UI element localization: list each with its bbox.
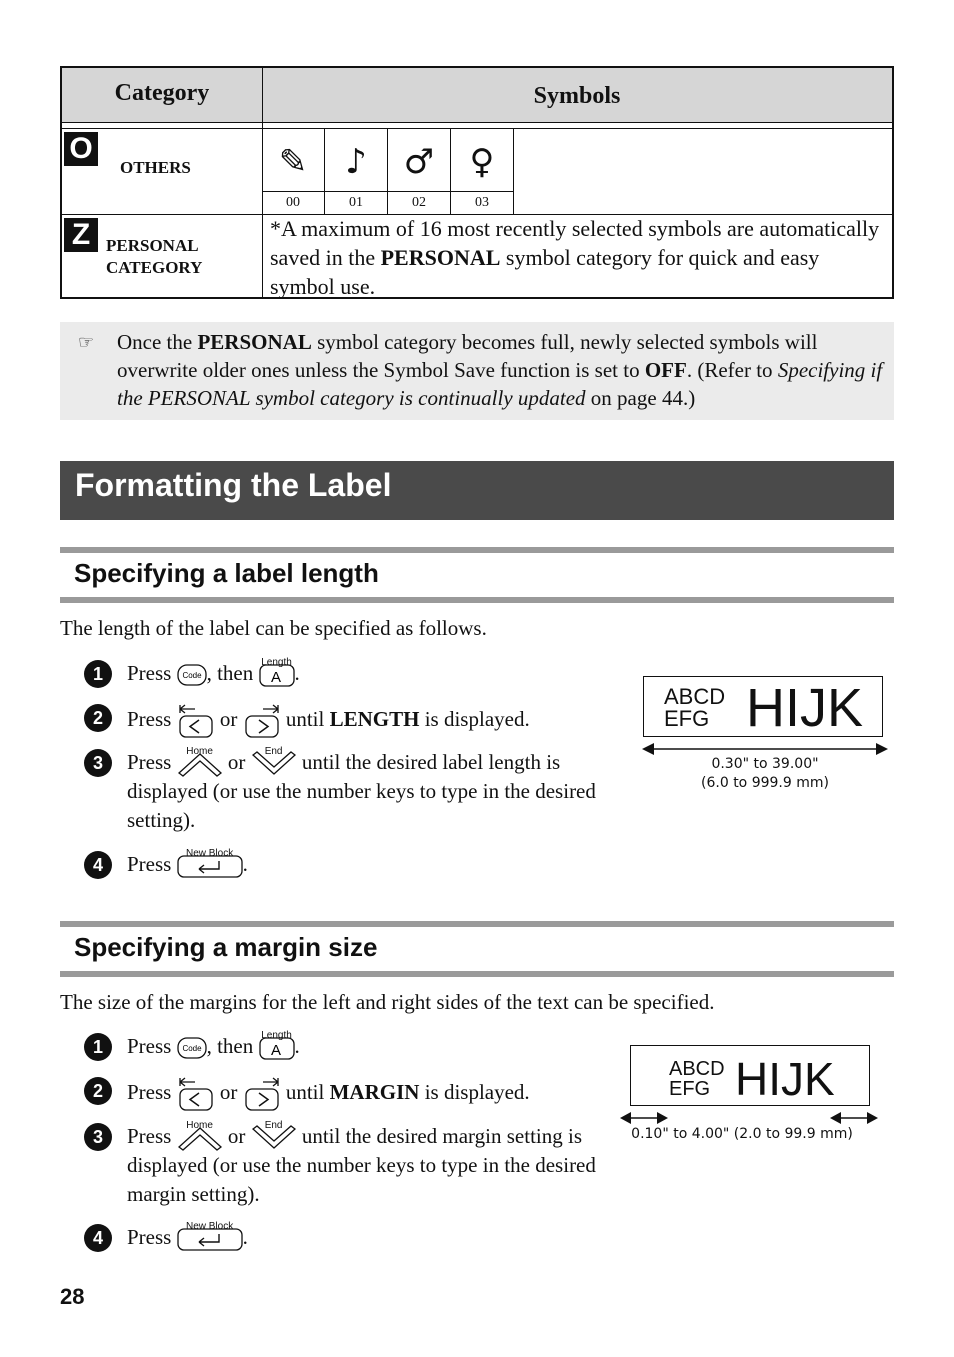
margin-intro: The size of the margins for the left and right sides of the text can be specified. [60,990,715,1014]
category-name-personal: PERSONAL CATEGORY [106,236,203,277]
subsection-heading-margin: Specifying a margin size [60,921,894,977]
step-number: 4 [84,1224,112,1252]
margin-range-caption: 0.10" to 4.00" (2.0 to 99.9 mm) [631,1126,853,1142]
symbol-cell: ♀ 03 [451,128,514,214]
step-number: 1 [84,1033,112,1061]
header-symbols: Symbols [533,83,621,109]
svg-text:Code: Code [182,671,202,681]
svg-text:A: A [270,1042,281,1060]
length-key[interactable]: Length A [261,1030,292,1060]
length-intro: The length of the label can be specified as follows. [60,616,487,640]
symbol-table [60,66,894,299]
symbol-cell: ✎ 00 [262,128,325,214]
margin-step-4: Press New Block . [127,1223,248,1252]
code-key[interactable] [177,664,207,686]
step-number: 3 [84,749,112,777]
length-step-4: Press New Block . [127,850,248,879]
page-number: 28 [60,1284,85,1309]
right-arrow-key[interactable] [243,1076,281,1112]
length-key[interactable]: Length A [261,657,292,687]
margin-step-1: Press Code , then Length A . [127,1030,300,1060]
section-title: Formatting the Label [75,467,392,503]
category-name-others: OTHERS [120,158,191,177]
step-number: 4 [84,851,112,879]
subsection-heading-length: Specifying a label length [60,547,894,603]
length-step-1: Press Code , then Length A . [127,657,300,687]
lcd-display-margin: ABCD EFG HIJK [630,1045,870,1106]
music-note-icon: ♪ [345,142,367,182]
section-title-bar [60,461,894,520]
category-letter-o: O [64,132,98,166]
length-range-caption: 0.30" to 39.00" (6.0 to 999.9 mm) [701,756,829,791]
note-box [60,322,894,420]
symbol-cell: ♪ 01 [325,128,388,214]
length-step-2: Press or until LENGTH is displayed. [127,703,530,739]
left-arrow-key[interactable] [177,1076,215,1112]
step-number: 2 [84,704,112,732]
pointing-hand-icon: ☞ [78,332,95,353]
down-arrow-key[interactable]: End [251,751,297,777]
pencil-icon: ✎ [278,142,308,182]
svg-text:A: A [270,669,281,687]
right-arrow-key[interactable] [243,703,281,739]
new-block-enter-key[interactable]: New Block [177,1226,243,1252]
female-sign-icon: ♀ [469,142,495,182]
step-number: 3 [84,1123,112,1151]
new-block-enter-key[interactable]: New Block [177,853,243,879]
category-letter-z: Z [64,218,98,252]
length-step-3: Press Home or End until the desired label length is displayed (or use the number keys to type in the desired setting). [127,746,596,833]
svg-text:Code: Code [182,1044,202,1054]
margin-step-2: Press or until MARGIN is displayed. [127,1076,530,1112]
male-sign-icon: ♂ [403,142,435,182]
up-arrow-key[interactable]: Home [177,1125,223,1151]
step-number: 2 [84,1077,112,1105]
down-arrow-key[interactable]: End [251,1125,297,1151]
lcd-display-length: ABCD EFG HIJK [643,676,883,737]
left-arrow-key[interactable] [177,703,215,739]
code-key[interactable] [177,1037,207,1059]
step-number: 1 [84,660,112,688]
up-arrow-key[interactable]: Home [177,751,223,777]
margin-step-3: Press Home or End until the desired margin setting is displayed (or use the number keys to type in the desired margin setting). [127,1120,596,1207]
personal-note: *A maximum of 16 most recently selected symbols are automatically saved in the PERSONAL symbol category for quick and easy symbol use. [270,216,880,299]
symbol-cell: ♂ 02 [388,128,451,214]
note-text: Once the PERSONAL symbol category becomes full, newly selected symbols will overwrite older ones unless the Symbol Save function is set to OFF. (Refer to Specifying if the PERSONAL symbol category is continually updated on page 44.) [117,330,883,410]
header-category: Category [114,80,210,106]
